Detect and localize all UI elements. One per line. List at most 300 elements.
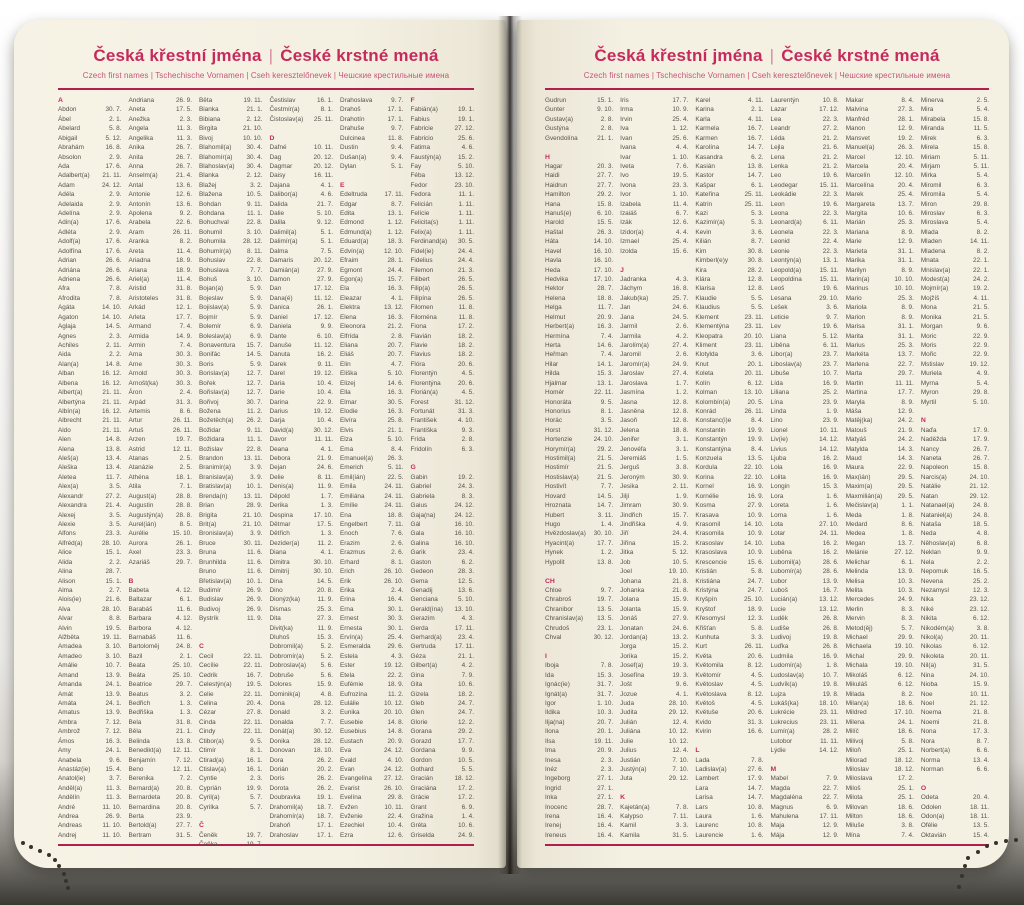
first-name: Igor (545, 700, 557, 707)
first-name: Nancy (920, 445, 939, 453)
name-day-date: 4. 9. (976, 370, 990, 378)
name-day-entry (129, 595, 193, 604)
name-day-date: 24. 11. (384, 502, 404, 510)
first-name: Grácie (410, 794, 430, 802)
name-day-date: 19. 5. (672, 172, 689, 180)
name-day-entry (270, 313, 334, 322)
name-day-entry (58, 708, 122, 717)
first-name: Brandon (199, 455, 224, 463)
name-day-entry (771, 482, 839, 491)
footer-rule (545, 844, 989, 846)
first-name: Berenika (128, 775, 154, 783)
name-day-entry (270, 680, 334, 689)
first-name: Miloň (845, 747, 861, 755)
name-day-entry (921, 746, 989, 755)
name-day-date: 25. 7. (672, 294, 689, 302)
first-name: Michaela (845, 643, 872, 651)
name-day-date: 30. 10. (313, 558, 333, 566)
name-day-date: 5. 7. (901, 624, 914, 632)
name-day-date: 13. 4. (105, 455, 122, 463)
name-day-date: 4. 5. (751, 700, 764, 707)
name-day-date: 13. 1. (822, 257, 839, 265)
name-day-entry (921, 699, 989, 708)
name-day-entry (411, 388, 475, 397)
first-name: Hermína (545, 332, 570, 340)
name-day-entry (695, 614, 763, 623)
name-day-date: 25. 3. (897, 219, 914, 227)
name-day-entry (58, 407, 122, 416)
name-day-date: 5. 9. (250, 294, 263, 302)
name-day-entry (771, 529, 839, 538)
name-day-entry (270, 577, 334, 586)
name-day-entry (771, 652, 839, 661)
name-day-date: 4. 10. (458, 417, 474, 425)
first-name: Bruno (199, 568, 217, 576)
name-day-date: 27. 12. (894, 549, 914, 557)
first-name: Matěj(ka) (845, 417, 873, 425)
name-day-entry (411, 143, 475, 152)
name-day-date: 24. 7. (747, 586, 764, 594)
first-name: Doris (269, 775, 285, 783)
name-day-date: 15. 8. (973, 464, 990, 472)
first-name: Dimitrij (269, 568, 290, 576)
first-name: Háta (545, 238, 559, 246)
name-day-entry (921, 360, 989, 369)
name-day-entry (129, 322, 193, 331)
first-name: Kolín (695, 379, 710, 387)
first-name: Gudrun (545, 97, 567, 104)
first-name: Dan (269, 285, 282, 293)
name-day-date: 20. 8. (176, 803, 192, 811)
name-day-entry (771, 275, 839, 284)
first-name: Marilyn (845, 266, 867, 274)
name-day-entry (411, 529, 475, 538)
name-day-date: 17. 9. (973, 426, 990, 434)
name-day-date: 19. 8. (822, 681, 839, 689)
name-day-entry (58, 322, 122, 331)
name-day-date: 1. 2. (675, 389, 689, 397)
first-name: Chranislav(a) (545, 615, 584, 623)
first-name: Jarmil (620, 323, 638, 331)
name-day-date: 31. 1. (897, 247, 914, 255)
first-name: Irenej (545, 822, 561, 830)
first-name: Inesa (545, 756, 561, 764)
first-name: Milota (845, 794, 863, 802)
name-day-date: 8. 4. (751, 445, 764, 453)
first-name: Damaris (269, 257, 294, 265)
first-name: Edita (340, 210, 355, 218)
name-day-date: 1. 11. (458, 200, 474, 208)
name-day-entry (199, 614, 263, 623)
first-name: Nora (920, 737, 935, 745)
name-day-entry (620, 237, 688, 246)
first-name: Adam (58, 181, 75, 189)
letter-header: L (695, 747, 700, 755)
name-day-entry (129, 105, 193, 114)
name-day-date: 24. 8. (973, 502, 990, 510)
name-day-entry (545, 756, 613, 765)
name-day-date: 1. 8. (901, 511, 914, 519)
first-name: Medea (845, 530, 866, 538)
first-name: Erich (340, 568, 355, 576)
name-day-date: 12. 10. (383, 247, 404, 255)
name-day-entry (340, 784, 404, 793)
name-day-entry (199, 454, 263, 463)
name-day-entry (921, 482, 989, 491)
name-day-entry (270, 294, 334, 303)
name-day-entry (411, 332, 475, 341)
first-name: Jaromil (620, 351, 641, 359)
first-name: Miriam (920, 153, 941, 161)
first-name: Odeta (920, 794, 939, 802)
name-day-entry (411, 435, 475, 444)
name-day-entry (129, 153, 193, 162)
name-day-entry (58, 680, 122, 689)
first-name: Matylda (845, 445, 869, 453)
first-name: Mnislav(a) (920, 266, 951, 274)
first-name: Mnata (920, 257, 939, 265)
first-name: Gilbert(a) (410, 662, 438, 670)
name-day-date: 21. 10. (242, 125, 263, 133)
first-name: Aristid (128, 285, 147, 293)
first-name: Mstislav (920, 360, 944, 368)
first-name: Alva (58, 605, 71, 613)
name-day-entry (620, 567, 688, 576)
name-day-entry (545, 218, 613, 227)
name-day-date: 17. 6. (105, 247, 122, 255)
name-day-entry (846, 171, 914, 180)
first-name: Krasoslav (695, 539, 724, 547)
name-day-entry (340, 237, 404, 246)
name-day-entry (695, 275, 763, 284)
name-day-date: 15. 2. (672, 539, 689, 547)
name-day-date: 10. 5. (246, 191, 263, 199)
name-day-date: 22. 4. (822, 238, 839, 246)
name-day-entry (695, 303, 763, 312)
name-day-date: 24. 10. (969, 671, 990, 679)
first-name: Neklan (920, 549, 941, 557)
name-day-entry (58, 313, 122, 322)
name-day-entry (129, 228, 193, 237)
name-day-entry (771, 134, 839, 143)
name-day-date: 25. 10. (172, 671, 192, 679)
first-name: Ludvík(a) (770, 681, 798, 689)
name-day-date: 1. 6. (751, 813, 764, 821)
name-day-entry (620, 548, 688, 557)
name-day-entry (58, 614, 122, 623)
first-name: Daisy (269, 172, 286, 180)
name-day-entry (58, 162, 122, 171)
name-day-entry (411, 369, 475, 378)
name-day-date: 14. 8. (387, 728, 404, 736)
name-day-date: 27. 6. (747, 765, 764, 773)
name-day-entry (270, 388, 334, 397)
first-name: Oktavián (920, 831, 947, 839)
name-day-entry (921, 398, 989, 407)
name-day-date: 7. 12. (105, 728, 122, 736)
name-day-entry (411, 379, 475, 388)
name-day-entry (270, 398, 334, 407)
name-day-entry (270, 181, 334, 190)
first-name: Mirjam (920, 162, 941, 170)
name-day-entry (129, 680, 193, 689)
name-day-entry (846, 134, 914, 143)
first-name: Justián (620, 756, 641, 764)
name-day-entry (771, 708, 839, 717)
first-name: Anabela (58, 756, 82, 764)
name-day-entry (771, 398, 839, 407)
name-day-date: 14. 10. (101, 304, 122, 312)
name-day-date: 26. 5. (458, 276, 474, 284)
first-name: Leonid (770, 238, 790, 246)
first-name: Evžen (340, 803, 358, 811)
name-day-date: 8. 8. (109, 615, 122, 623)
name-day-entry (620, 737, 688, 746)
name-day-date: 28. 7. (597, 285, 614, 293)
name-day-date: 3. 6. (826, 304, 839, 312)
first-name: Alexej (58, 511, 76, 519)
first-name: Inka (545, 794, 558, 802)
name-day-date: 6. 3. (461, 445, 474, 453)
first-name: Enoch (340, 530, 359, 538)
name-day-date: 7. 8. (751, 756, 764, 764)
first-name: Ilona (545, 728, 559, 736)
name-day-entry (199, 105, 263, 114)
first-name: Heda (545, 266, 561, 274)
name-day-entry (921, 577, 989, 586)
first-name: Marta (845, 370, 863, 378)
name-day-entry (695, 134, 763, 143)
name-day-date: 6. 11. (823, 219, 839, 227)
spacer-row (545, 642, 613, 651)
name-day-date: 22. 3. (822, 115, 839, 123)
name-day-date: 22. 11. (243, 652, 263, 660)
name-day-entry (846, 284, 914, 293)
first-name: Marisa (845, 323, 865, 331)
name-day-date: 27. 4. (672, 341, 689, 349)
first-name: Alban (58, 370, 75, 378)
name-day-date: 23. 11. (819, 718, 839, 726)
name-day-entry (411, 247, 475, 256)
first-name: Barabáš (128, 605, 153, 613)
name-day-entry (411, 652, 475, 661)
name-day-date: 25. 10. (172, 662, 192, 670)
name-day-date: 22. 10. (743, 473, 764, 481)
first-name: Luba (770, 539, 785, 547)
name-day-date: 2. 9. (109, 153, 122, 161)
name-day-date: 22. 3. (822, 228, 839, 236)
name-day-entry (58, 143, 122, 152)
name-day-entry (695, 671, 763, 680)
name-day-entry (545, 445, 613, 454)
name-day-date: 12. 7. (246, 370, 263, 378)
first-name: Erna (340, 605, 354, 613)
name-day-date: 16. 9. (822, 379, 839, 387)
first-name: Agnes (58, 332, 77, 340)
name-day-date: 9. 11. (246, 426, 263, 434)
name-day-entry (340, 529, 404, 538)
name-day-date: 2. 6. (391, 549, 404, 557)
name-day-date: 10. 4. (317, 389, 333, 397)
first-name: Noemi (920, 718, 940, 726)
name-day-date: 4. 1. (320, 181, 333, 189)
name-day-date: 28. 7. (597, 803, 614, 811)
name-day-date: 25. 4. (897, 191, 914, 199)
name-day-date: 18. 6. (897, 803, 914, 811)
first-name: Jarmila (620, 332, 641, 340)
letter-header: D (269, 134, 275, 142)
name-day-date: 16. 8. (672, 285, 689, 293)
first-name: Nikol(a) (920, 634, 943, 642)
first-name: Bazil (128, 652, 143, 660)
name-day-date: 20. 12. (313, 153, 333, 161)
first-name: Boleslav(a) (199, 332, 231, 340)
first-name: Inocenc (545, 803, 568, 811)
name-day-date: 24. 7. (458, 700, 474, 707)
first-name: Naděžda (920, 436, 947, 444)
name-day-date: 7. 10. (672, 756, 689, 764)
name-day-entry (58, 690, 122, 699)
name-day-date: 3. 9. (250, 530, 263, 538)
name-day-date: 19. 6. (822, 323, 839, 331)
first-name: Ella (340, 389, 351, 397)
name-day-date: 23. 10. (454, 181, 474, 189)
name-day-entry (846, 699, 914, 708)
name-day-date: 22. 11. (243, 662, 263, 670)
first-name: Atila (128, 483, 141, 491)
first-name: Debora (269, 455, 291, 463)
name-day-date: 26. 6. (105, 266, 122, 274)
name-day-date: 13. 1. (387, 210, 404, 218)
name-day-entry (771, 595, 839, 604)
name-day-entry (921, 266, 989, 275)
name-day-entry (846, 482, 914, 491)
name-day-entry (58, 727, 122, 736)
first-name: Bertram (128, 831, 152, 839)
name-day-date: 4. 5. (461, 370, 474, 378)
name-day-date: 24. 7. (458, 709, 474, 717)
name-day-entry (129, 218, 193, 227)
first-name: Kamila (620, 831, 640, 839)
name-day-entry (129, 548, 193, 557)
name-day-date: 4. 4. (675, 228, 689, 236)
first-name: Lorna (770, 511, 787, 519)
name-day-entry (846, 821, 914, 830)
name-day-date: 13. 2. (672, 634, 689, 642)
name-day-entry (58, 539, 122, 548)
first-name: Lino (770, 417, 783, 425)
name-day-entry (545, 548, 613, 557)
first-name: Florián(a) (410, 389, 438, 397)
name-day-entry (411, 690, 475, 699)
first-name: Magdaléna (770, 794, 803, 802)
name-day-date: 6. 1. (901, 558, 914, 566)
name-day-date: 12. 11. (172, 765, 192, 773)
name-day-entry (771, 162, 839, 171)
first-name: Jáchym (620, 285, 643, 293)
name-day-date: 2. 12. (246, 172, 263, 180)
name-day-date: 4. 7. (391, 360, 404, 368)
first-name: Maxim(a) (845, 483, 873, 491)
first-name: Havel (545, 247, 562, 255)
name-day-entry (771, 266, 839, 275)
first-name: Karina (695, 106, 714, 114)
name-day-date: 4. 11. (748, 115, 764, 123)
name-day-date: 3. 5. (109, 483, 122, 491)
name-day-date: 1. 6. (826, 502, 839, 510)
first-name: Laurenc (695, 822, 719, 830)
first-name: Kordula (695, 464, 718, 472)
first-name: Fidel(ie) (410, 247, 434, 255)
name-day-date: 2. 4. (179, 389, 192, 397)
name-day-date: 18. 6. (897, 700, 914, 707)
first-name: Nataša (920, 520, 942, 528)
name-day-date: 21. 8. (672, 577, 689, 585)
name-day-date: 23. 7. (822, 351, 839, 359)
first-name: Jolana (620, 596, 640, 604)
name-day-entry (340, 256, 404, 265)
first-name: Lína (770, 398, 783, 406)
name-day-entry (270, 784, 334, 793)
first-name: Kunhuta (695, 634, 720, 642)
letter-header: F (410, 97, 415, 104)
first-name: Bohuš (199, 276, 218, 284)
name-day-date: 8. 2. (976, 247, 990, 255)
name-day-date: 18. 3. (387, 238, 404, 246)
name-day-entry (411, 426, 475, 435)
name-day-entry (620, 803, 688, 812)
first-name: Naďa (920, 426, 937, 434)
name-day-entry (340, 492, 404, 501)
name-day-entry (846, 831, 914, 840)
name-day-date: 23. 11. (744, 323, 764, 331)
name-day-entry (921, 718, 989, 727)
name-day-entry (695, 756, 763, 765)
name-day-date: 30. 12. (313, 728, 333, 736)
first-name: Kimberl(e)y (695, 257, 729, 265)
name-day-date: 16. 2. (822, 539, 839, 547)
name-day-date: 20. 12. (313, 257, 333, 265)
name-day-entry (340, 332, 404, 341)
first-name: Hyacint(a) (545, 539, 575, 547)
name-day-date: 1. 1. (901, 502, 914, 510)
name-day-entry (846, 426, 914, 435)
name-day-date: 30. 3. (176, 360, 192, 368)
first-name: Květoslava (695, 690, 727, 698)
first-name: Hedvika (545, 276, 569, 284)
name-day-date: 11. 3. (105, 794, 122, 802)
name-day-entry (411, 124, 475, 133)
name-day-date: 24. 2. (897, 417, 914, 425)
name-day-date: 5. 4. (976, 172, 990, 180)
first-name: Ludmila (770, 652, 793, 660)
name-day-entry (58, 652, 122, 661)
name-day-entry (199, 341, 263, 350)
name-day-date: 11. 9. (317, 483, 333, 491)
name-day-entry (58, 511, 122, 520)
first-name: Alena (58, 445, 75, 453)
name-day-date: 5. 3. (751, 210, 764, 218)
name-day-date: 14. 3. (897, 455, 914, 463)
name-day-entry (620, 812, 688, 821)
name-day-entry (846, 803, 914, 812)
name-day-entry (199, 266, 263, 275)
name-day-date: 16. 11. (313, 172, 333, 180)
name-day-date: 14. 7. (597, 502, 614, 510)
first-name: Leon (770, 200, 785, 208)
name-day-entry (695, 642, 763, 651)
name-day-date: 2. 9. (109, 200, 122, 208)
